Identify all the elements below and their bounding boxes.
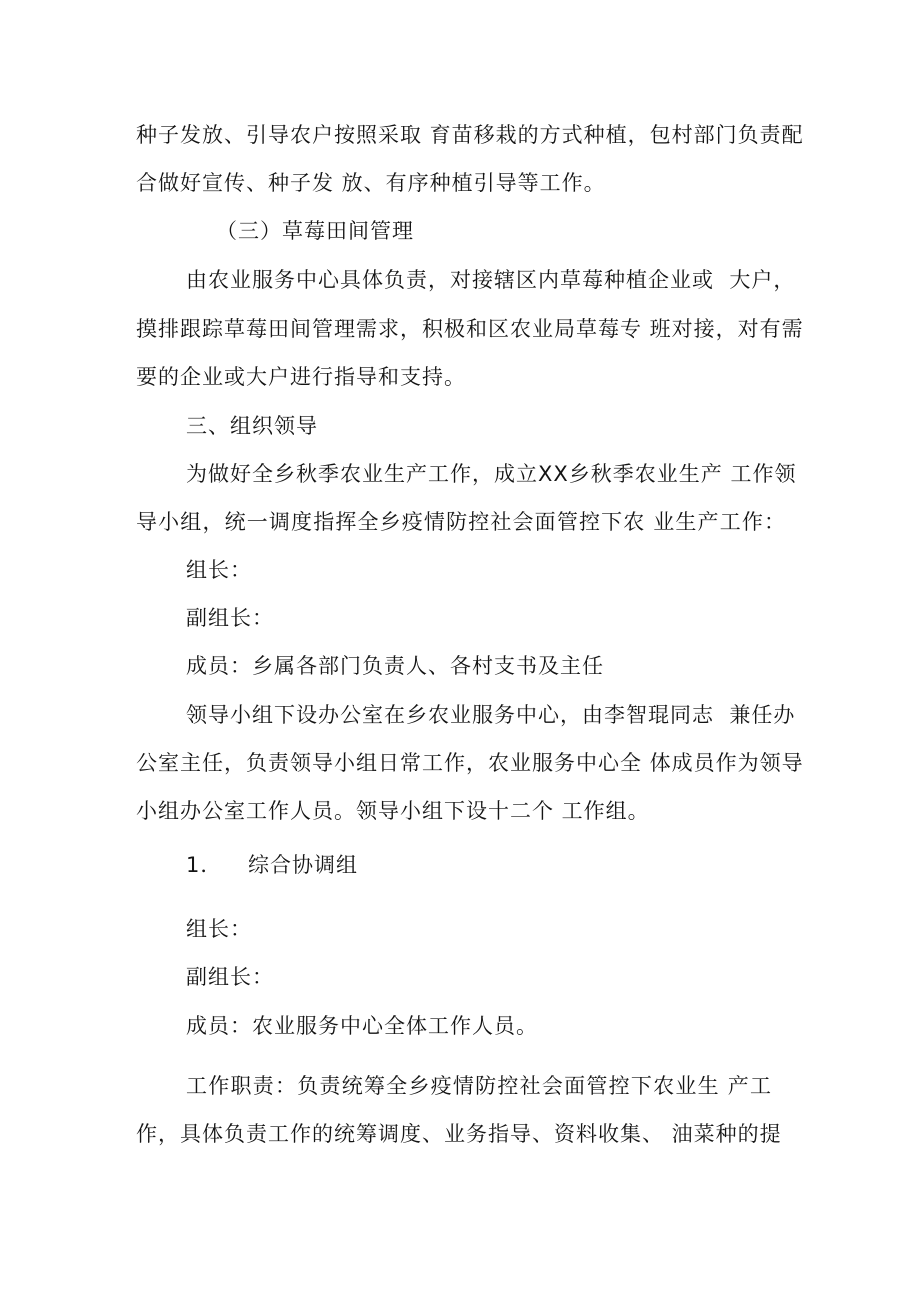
- section-heading: 三、组织领导: [186, 414, 318, 438]
- paragraph-line: 摸排跟踪草莓田间管理需求，积极和区农业局草莓专 班对接，对有需: [136, 317, 804, 341]
- list-number: 1．: [186, 853, 223, 877]
- leader-line: 组长：: [186, 558, 252, 582]
- paragraph-line: 领导小组下设办公室在乡农业服务中心，由李智琨同志 兼任办: [186, 703, 796, 727]
- paragraph-line: 小组办公室工作人员。领导小组下设十二个 工作组。: [136, 799, 650, 823]
- paragraph-line: 工作职责：负责统筹全乡疫情防控社会面管控下农业生 产工: [186, 1074, 772, 1098]
- paragraph-line: 要的企业或大户进行指导和支持。: [136, 365, 466, 389]
- section-heading: （三）草莓田间管理: [216, 219, 414, 243]
- paragraph-line: 公室主任，负责领导小组日常工作，农业服务中心全 体成员作为领导: [136, 751, 804, 775]
- members-line: 成员：农业服务中心全体工作人员。: [186, 1014, 538, 1038]
- paragraph-line: 由农业服务中心具体负责，对接辖区内草莓种植企业或 大户，: [186, 268, 796, 292]
- paragraph-line: 导小组，统一调度指挥全乡疫情防控社会面管控下农 业生产工作：: [136, 510, 786, 534]
- members-line: 成员：乡属各部门负责人、各村支书及主任: [186, 654, 604, 678]
- deputy-leader-line: 副组长：: [186, 606, 274, 630]
- numbered-heading: [186, 852, 358, 878]
- paragraph-line: 作，具体负责工作的统筹调度、业务指导、资料收集、 油菜种的提: [136, 1122, 782, 1146]
- leader-line: 组长：: [186, 917, 252, 941]
- deputy-leader-line: 副组长：: [186, 965, 274, 989]
- paragraph-line: 种子发放、引导农户按照采取 育苗移栽的方式种植，包村部门负责配: [136, 123, 804, 147]
- paragraph-line: 为做好全乡秋季农业生产工作，成立XX乡秋季农业生产 工作领: [186, 462, 797, 486]
- paragraph-line: 合做好宣传、种子发 放、有序种植引导等工作。: [136, 171, 606, 195]
- numbered-heading-text: 综合协调组: [248, 853, 358, 877]
